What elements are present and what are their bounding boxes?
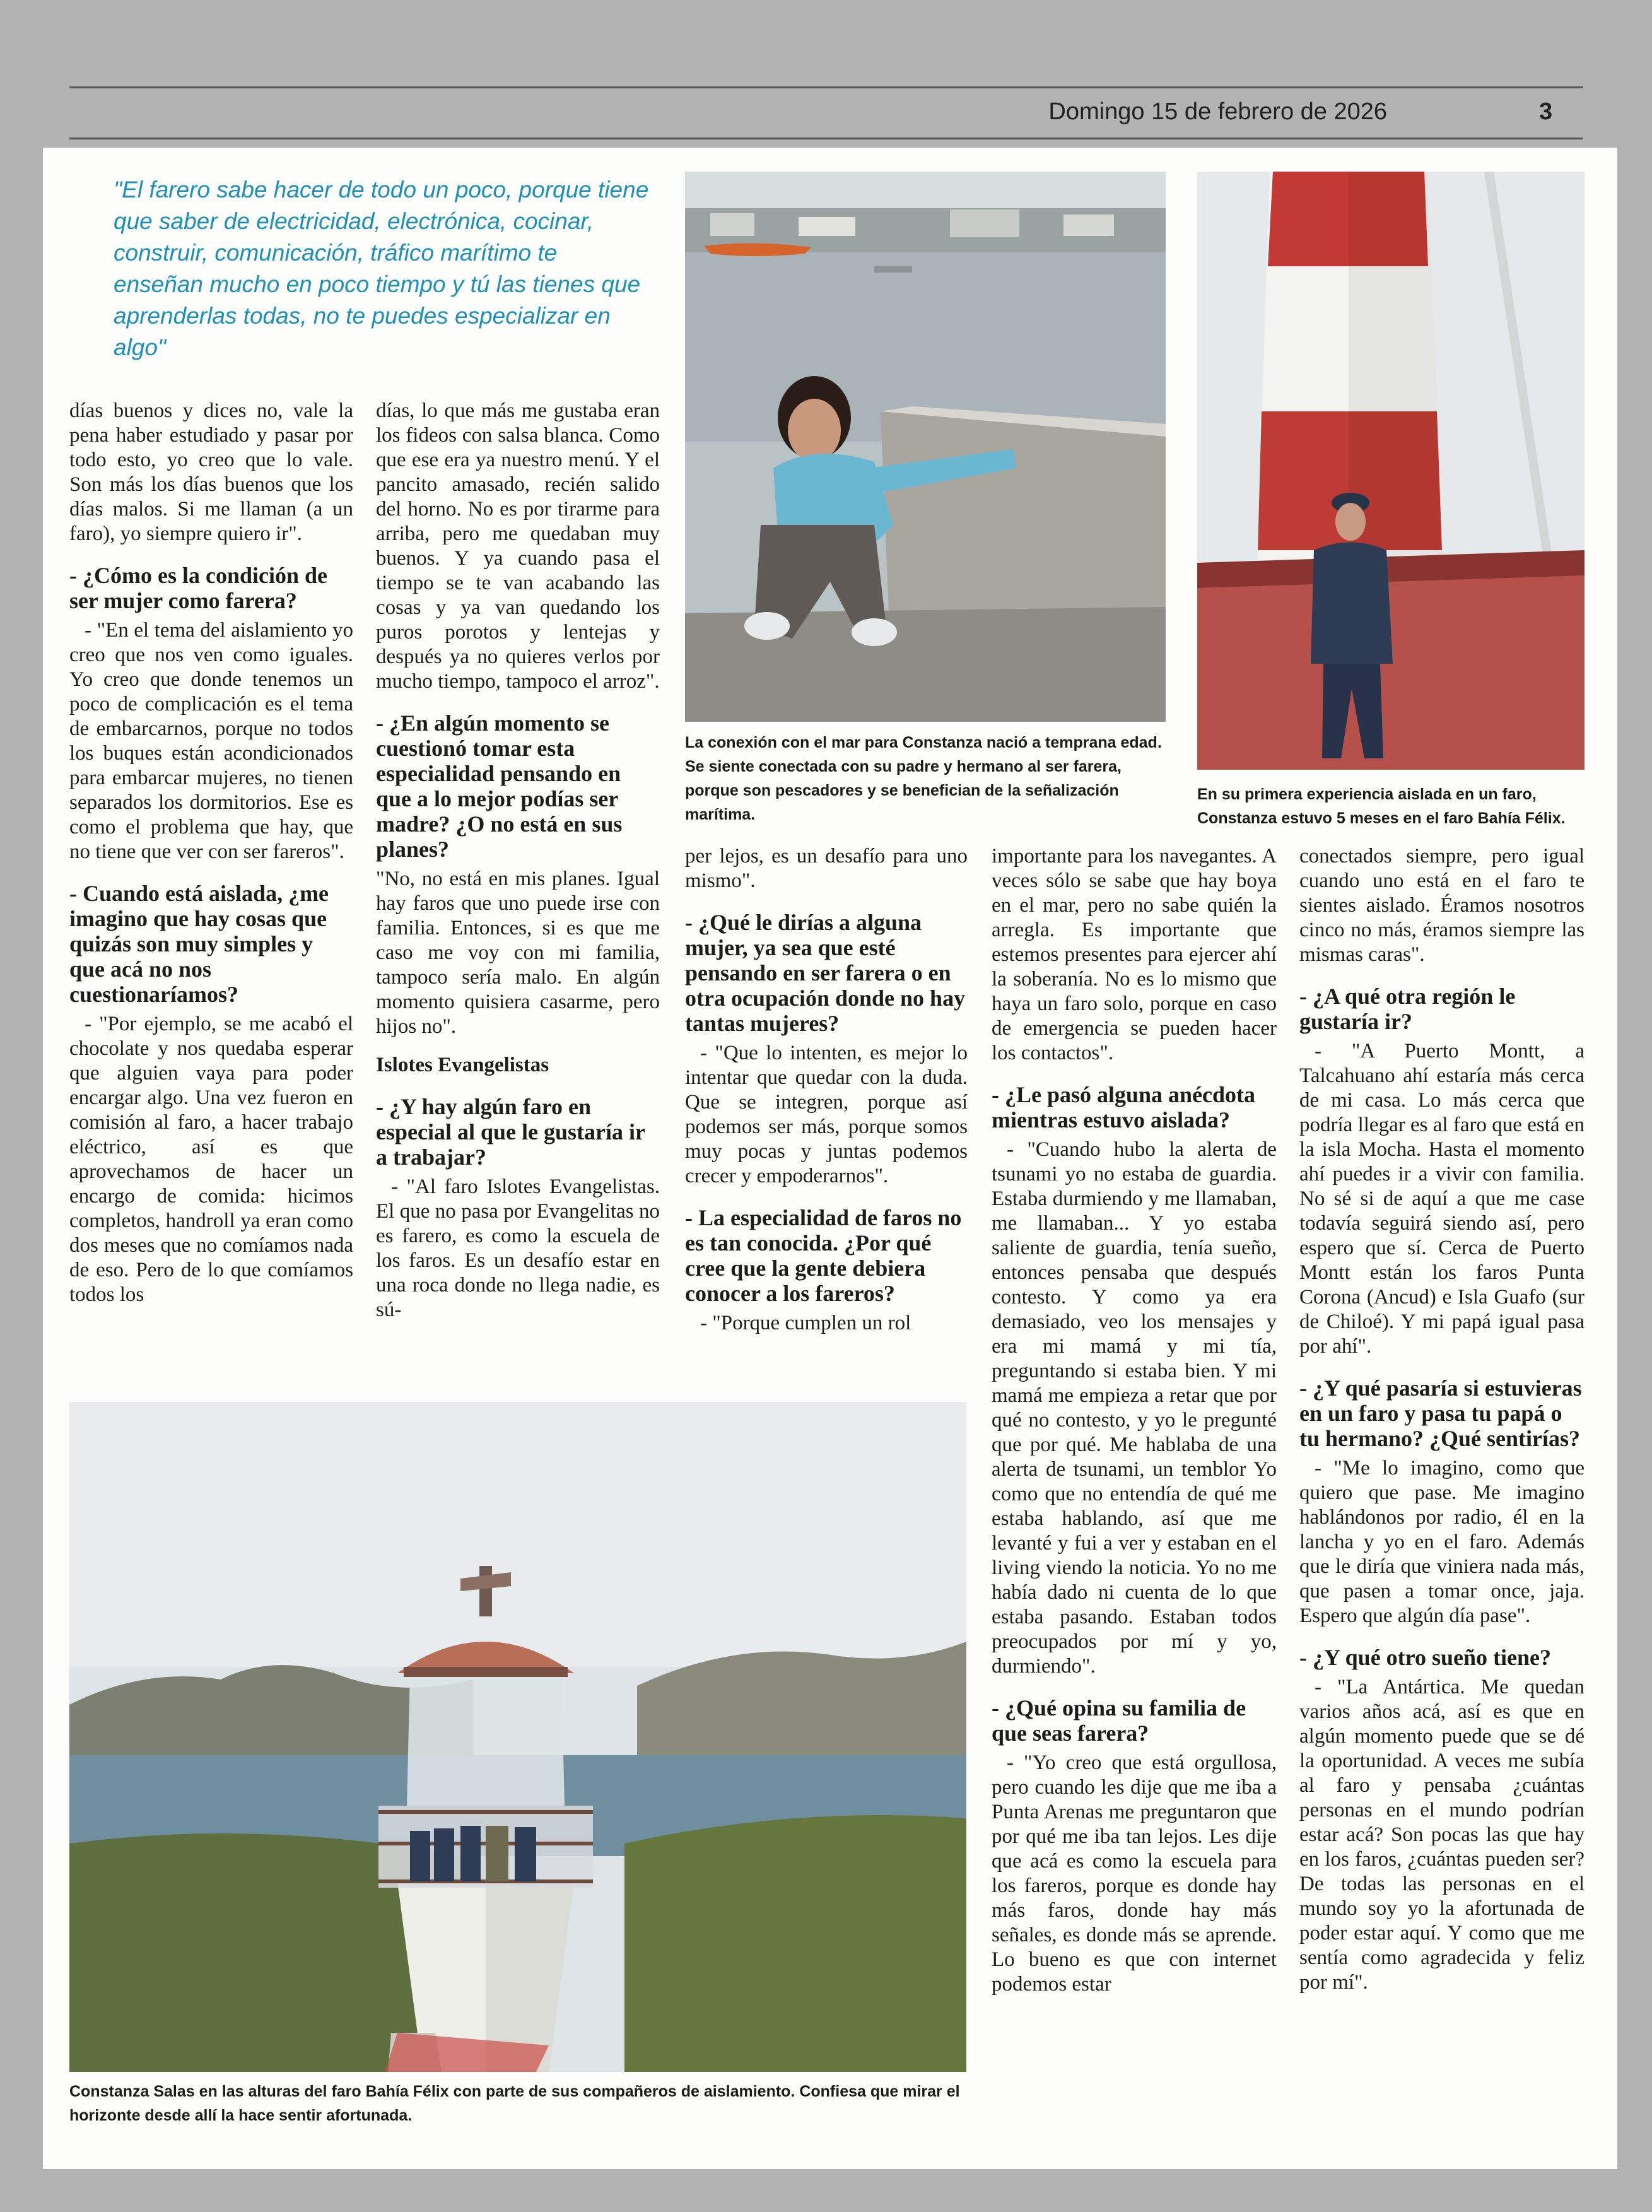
interview-question: - ¿Le pasó alguna anécdota mientras estuvo aislada? bbox=[992, 1082, 1256, 1132]
caption-main-photo: Constanza Salas en las alturas del faro Bahía Félix con parte de sus compañeros de aislamiento. Confiesa que mirar el horizonte desde allí la hace sentir afortunada. bbox=[69, 2083, 960, 2124]
interview-answer: - "Cuando hubo la alerta de tsunami yo no estaba de guardia. Estaba durmiendo y me llamaban, me llamaban... Y yo estaba saliente de guardia, tenía sueño, entonces pensaba que después contesto. Y como ya era demasiado, veo los mensajes y era mi mamá y mi tía, preguntando si estaba bien. Y mi mamá me empieza a retar que por qué no contesto, y yo le pregunté que por qué. Me hablaba de una alerta de tsunami, un temblor Yo como que no entendía de qué me estaba hablando, así que me levanté y fui a ver y estaban en el living viendo la noticia. Yo no me había dado ni cuenta de lo que estaba pasando. Estaban todos preocupados por mí y yo, durmiendo". bbox=[992, 1138, 1277, 1678]
interview-answer: - "Al faro Islotes Evangelistas. El que no pasa por Evangelitas no es farero, es como la escuela de los faros. Es un desafío estar en una roca donde no llega nadie, es sú- bbox=[376, 1175, 660, 1321]
interview-answer: - "Yo creo que está orgullosa, pero cuando les dije que me iba a Punta Arenas me preguntaron que por qué me iba tan lejos. Les dije que acá es como la escuela para los fareros, porque es donde hay más faros, donde hay más señales, es donde más se aprende. Lo bueno es que con internet podemos estar bbox=[992, 1751, 1277, 1996]
text-column-5 bbox=[1299, 844, 1585, 2135]
paragraph: días buenos y dices no, vale la pena haber estudiado y pasar por todo esto, yo creo que lo vale. Son más los días buenos que los días malos. Si me llaman (a un faro), yo siempre quiero ir". bbox=[69, 399, 353, 545]
photo-girl-on-rock bbox=[685, 172, 1166, 722]
caption-woman-photo: En su primera experiencia aislada en un faro, Constanza estuvo 5 meses en el faro Bahía Félix. bbox=[1197, 785, 1566, 827]
header-rule-bottom bbox=[69, 138, 1583, 139]
interview-question: - ¿Y hay algún faro en especial al que le gustaría ir a trabajar? bbox=[376, 1094, 645, 1170]
text-column-4 bbox=[992, 844, 1277, 2135]
interview-answer: - "Que lo intenten, es mejor lo intentar que quedar con la duda. Que se integren, porque así podemos ser más, porque somos muy pocas y juntas podemos crecer y empoderarnos". bbox=[685, 1042, 968, 1187]
caption-girl-photo: La conexión con el mar para Constanza nació a temprana edad. Se siente conectada con su padre y hermano al ser farera, porque son pescadores y se benefician de la señalización marítima. bbox=[685, 734, 1162, 823]
interview-question: - ¿Y qué otro sueño tiene? bbox=[1299, 1645, 1551, 1670]
interview-answer: - "A Puerto Montt, a Talcahuano ahí estaría más cerca de mi casa. Lo más cerca que podría llegar es al faro que está en la isla Mocha. Hasta el momento ahí puedes ir a vivir con familia. No sé si de aquí a que me case todavía seguirá siendo así, pero espero que sí. Cerca de Puerto Montt están los faros Punta Corona (Ancud) e Isla Guafo (sur de Chiloé). Y mi papá igual pasa por ahí". bbox=[1299, 1040, 1585, 1358]
text-column-2 bbox=[376, 399, 660, 1392]
text-column-3 bbox=[685, 844, 968, 1394]
interview-question: - ¿En algún momento se cuestionó tomar esta especialidad pensando en que a lo mejor podías ser madre? ¿O no está en sus planes? bbox=[376, 710, 623, 862]
interview-question: - ¿Y qué pasaría si estuvieras en un faro y pasa tu papá o tu hermano? ¿Qué sentirías? bbox=[1299, 1375, 1582, 1451]
interview-question: - ¿Cómo es la condición de ser mujer como farera? bbox=[69, 563, 327, 613]
interview-question: - ¿A qué otra región le gustaría ir? bbox=[1299, 984, 1516, 1034]
page-number: 3 bbox=[1539, 98, 1553, 125]
interview-answer: - "Porque cumplen un rol bbox=[700, 1312, 911, 1334]
interview-answer: - "Por ejemplo, se me acabó el chocolate y nos quedaba esperar que alguien vaya para poder encargar algo. Una vez fueron en comisión al faro, a hacer trabajo eléctrico, así es que aprovechamos de hacer un encargo de comida: hicimos completos, handroll ya eran como dos meses que no comíamos nada de eso. Pero de lo que comíamos todos los bbox=[69, 1013, 353, 1306]
interview-answer: - "En el tema del aislamiento yo creo que nos ven como iguales. Yo creo que donde tenemos un poco de complicación es el tema de embarcarnos, porque no todos los buques están acondicionados para embarcar mujeres, no tienen separados los dormitorios. Ese es como el problema que hay, que no tiene que ver con ser fareros". bbox=[69, 619, 353, 863]
interview-answer: "No, no está en mis planes. Igual hay faros que uno puede irse con familia. Entonces, si es que me caso me voy con mi familia, tampoco sería malo. En algún momento quisiera casarme, pero hijos no". bbox=[376, 868, 660, 1038]
interview-question: - ¿Qué opina su familia de que seas farera? bbox=[992, 1695, 1246, 1746]
photo-bahia-felix-lighthouse bbox=[69, 1402, 966, 2072]
interview-question: - La especialidad de faros no es tan conocida. ¿Por qué cree que la gente debiera conocer a los fareros? bbox=[685, 1205, 962, 1306]
interview-question: - Cuando está aislada, ¿me imagino que hay cosas que quizás son muy simples y que acá no nos cuestionaríamos? bbox=[69, 881, 329, 1007]
paragraph: días, lo que más me gustaba eran los fideos con salsa blanca. Como que ese era ya nuestro menú. Y el pancito amasado, recién salido del horno. No es por tirarme para arriba, pero me quedaban muy buenos. Y ya cuando pasa el tiempo se te van acabando las cosas y ya van quedando los puros porotos y lentejas y después ya no quieres verlos por mucho tiempo, tampoco el arroz". bbox=[376, 399, 660, 693]
interview-question: - ¿Qué le dirías a alguna mujer, ya sea que esté pensando en ser farera o en otra ocupación donde no hay tantas mujeres? bbox=[685, 910, 966, 1036]
interview-answer: - "La Antártica. Me quedan varios años acá, así es que en algún momento puede que se dé la oportunidad. A veces me subía al faro y pensaba ¿cuántas personas en el mundo podrían estar acá? Son pocas las que hay en los faros, ¿cuántas pueden ser? De todas las personas en el mundo soy yo la afortunada de poder estar aquí. Y como que me sentía como agradecida y feliz por mí". bbox=[1299, 1676, 1585, 1994]
header-rule-top bbox=[69, 86, 1583, 88]
pull-quote: "El farero sabe hacer de todo un poco, porque tiene que saber de electricidad, electrónica, cocinar, construir, comunicación, tráfico marítimo te enseñan mucho en poco tiempo y tú las tienes que aprenderlas todas, no te puedes especializar en algo" bbox=[114, 177, 649, 360]
paragraph: conectados siempre, pero igual cuando uno está en el faro te sientes aislado. Éramos nosotros cinco no más, éramos siempre las mismas caras". bbox=[1299, 845, 1585, 966]
issue-date: Domingo 15 de febrero de 2026 bbox=[1048, 98, 1387, 125]
paragraph: importante para los navegantes. A veces sólo se sabe que hay boya en el mar, pero no sabe quién la arregla. Es importante que estemos presentes para ejercer ahí la soberanía. No es lo mismo que haya un faro solo, porque en caso de emergencia se pueden hacer los contactos". bbox=[992, 845, 1277, 1064]
section-subtitle: Islotes Evangelistas bbox=[376, 1054, 549, 1076]
paragraph: per lejos, es un desafío para uno mismo". bbox=[685, 845, 968, 892]
photo-woman-lighthouse bbox=[1197, 172, 1585, 770]
text-column-1 bbox=[69, 399, 353, 1392]
interview-answer: - "Me lo imagino, como que quiero que pase. Me imagino hablándonos por radio, él en la lancha y yo en el faro. Además que le diría que viniera nada más, que pasen a tomar once, jaja. Espero que algún día pase". bbox=[1299, 1457, 1585, 1627]
